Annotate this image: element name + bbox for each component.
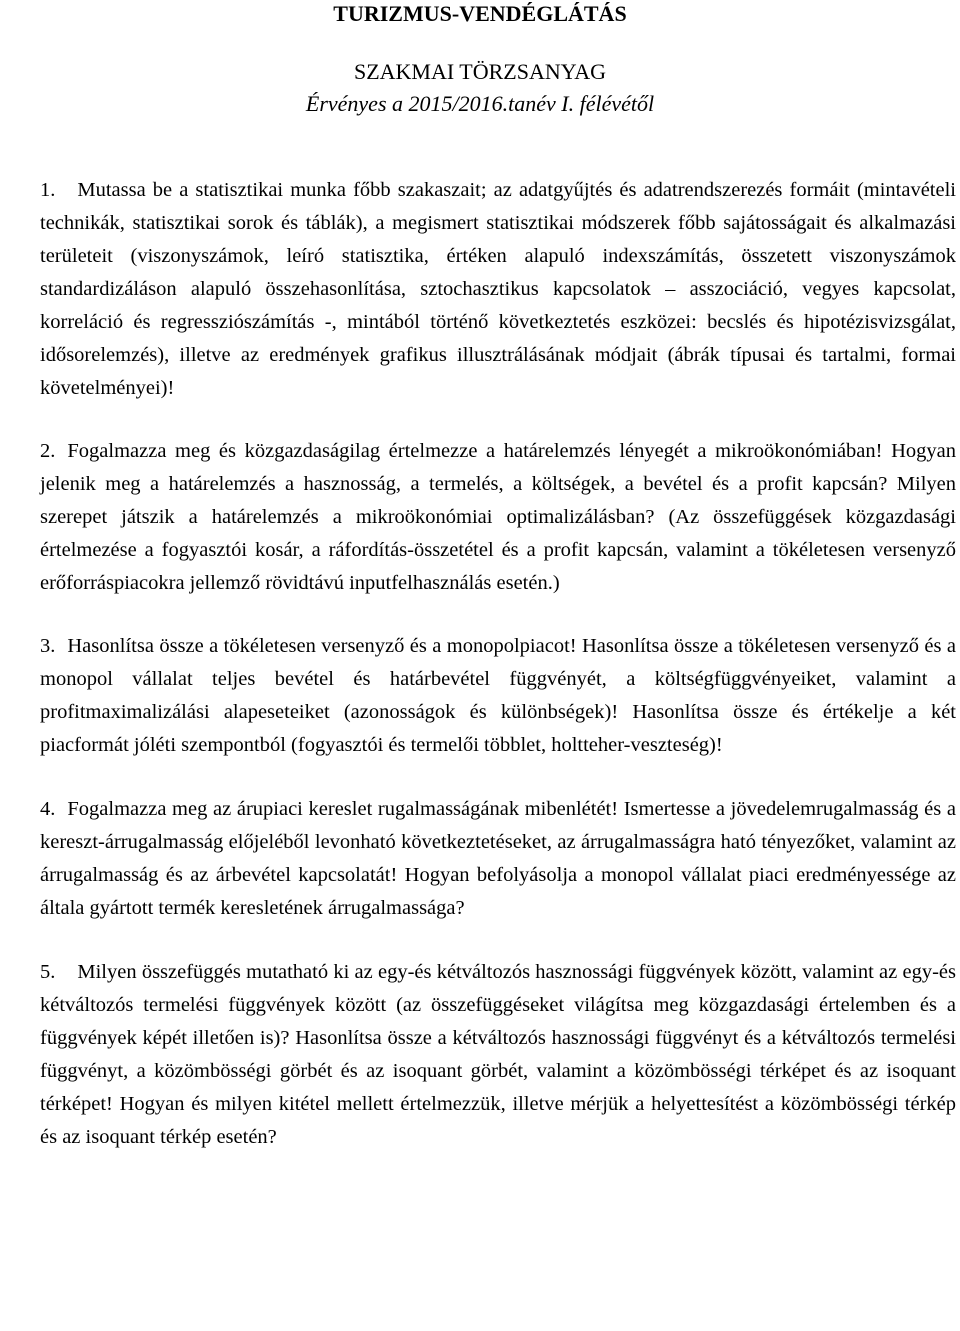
question-item xyxy=(40,793,956,925)
question-item xyxy=(40,630,956,762)
question-list xyxy=(40,174,956,1184)
document-subtitle: SZAKMAI TÖRZSANYAG xyxy=(353,59,606,84)
validity-note: Érvényes a 2015/2016.tanév I. félévétől xyxy=(305,91,655,116)
question-number: 5. xyxy=(40,961,56,983)
question-text: Hasonlítsa össze a tökéletesen versenyző és a monopolpiacot! Hasonlítsa össze a tökéletesen versenyző és a monopol vállalat teljes bevétel és határbevétel függvényét, a költségfüggvényeiket, valamint a profitmaximalizálási alapeseteiket (azonosságok és különbségek)! Hasonlítsa össze és értékelje a két piacformát jóléti szempontból (fogyasztói és termelői többlet, holtteher-veszteség)! xyxy=(40,635,956,756)
question-text: Mutassa be a statisztikai munka főbb szakaszait; az adatgyűjtés és adatrendszerezés formáit (mintavételi technikák, statisztikai sorok és táblák), a megismert statisztikai módszerek főbb sajátosságait és alkalmazási területeit (viszonyszámok, leíró statisztika, értéken alapuló indexszámítás, összetett viszonyszámok standardizáláson alapuló összehasonlítása, sztochasztikus kapcsolatok – asszociáció, vegyes kapcsolat, korreláció és regressziószámítás -, mintából történő következtetés eszközei: becslés és hipotézisvizsgálat, idősorelemzés), illetve az eredmények grafikus illusztrálásának módjait (ábrák típusai és tartalmi, formai követelményei)! xyxy=(40,179,956,399)
question-number: 1. xyxy=(40,179,56,201)
question-item xyxy=(40,435,956,600)
question-number: 2. xyxy=(40,440,56,462)
question-number: 3. xyxy=(40,635,56,657)
question-item xyxy=(40,956,956,1154)
question-number: 4. xyxy=(40,798,56,820)
document-title: TURIZMUS-VENDÉGLÁTÁS xyxy=(333,1,627,26)
question-text: Fogalmazza meg az árupiaci kereslet rugalmasságának mibenlétét! Ismertesse a jövedelemrugalmasság és a kereszt-árrugalmasság előjeléből levonható következtetéseket, az árrugalmasságra ható tényezőket, valamint az árrugalmasság és az árbevétel kapcsolatát! Hogyan befolyásolja a monopol vállalat piaci eredményessége az általa gyártott termék keresletének árrugalmassága? xyxy=(40,798,956,919)
question-text: Milyen összefüggés mutatható ki az egy-és kétváltozós hasznossági függvények között, valamint az egy-és kétváltozós termelési függvények között (az összefüggéseket világítsa meg közgazdasági értelemben és a függvények képét illetően is)? Hasonlítsa össze a kétváltozós hasznossági függvényt és a kétváltozós termelési függvényt, a közömbösségi görbét és az isoquant görbét, valamint a közömbösségi térképet és az isoquant térképet! Hogyan és milyen kitétel mellett értelmezzük, illetve mérjük a helyettesítést a közömbösségi térkép és az isoquant térkép esetén? xyxy=(40,961,956,1148)
question-text: Fogalmazza meg és közgazdaságilag értelmezze a határelemzés lényegét a mikroökonómiában! Hogyan jelenik meg a határelemzés a hasznosság, a termelés, a költségek, a bevétel és a profit kapcsán? Milyen szerepet játszik a határelemzés a mikroökonómiai optimalizálásban? (Az összefüggések közgazdasági értelmezése a fogyasztói kosár, a ráfordítás-összetétel és a profit kapcsán, valamint a tökéletesen versenyző erőforráspiacokra jellemző rövidtávú inputfelhasználás esetén.) xyxy=(40,440,956,594)
question-item xyxy=(40,174,956,405)
